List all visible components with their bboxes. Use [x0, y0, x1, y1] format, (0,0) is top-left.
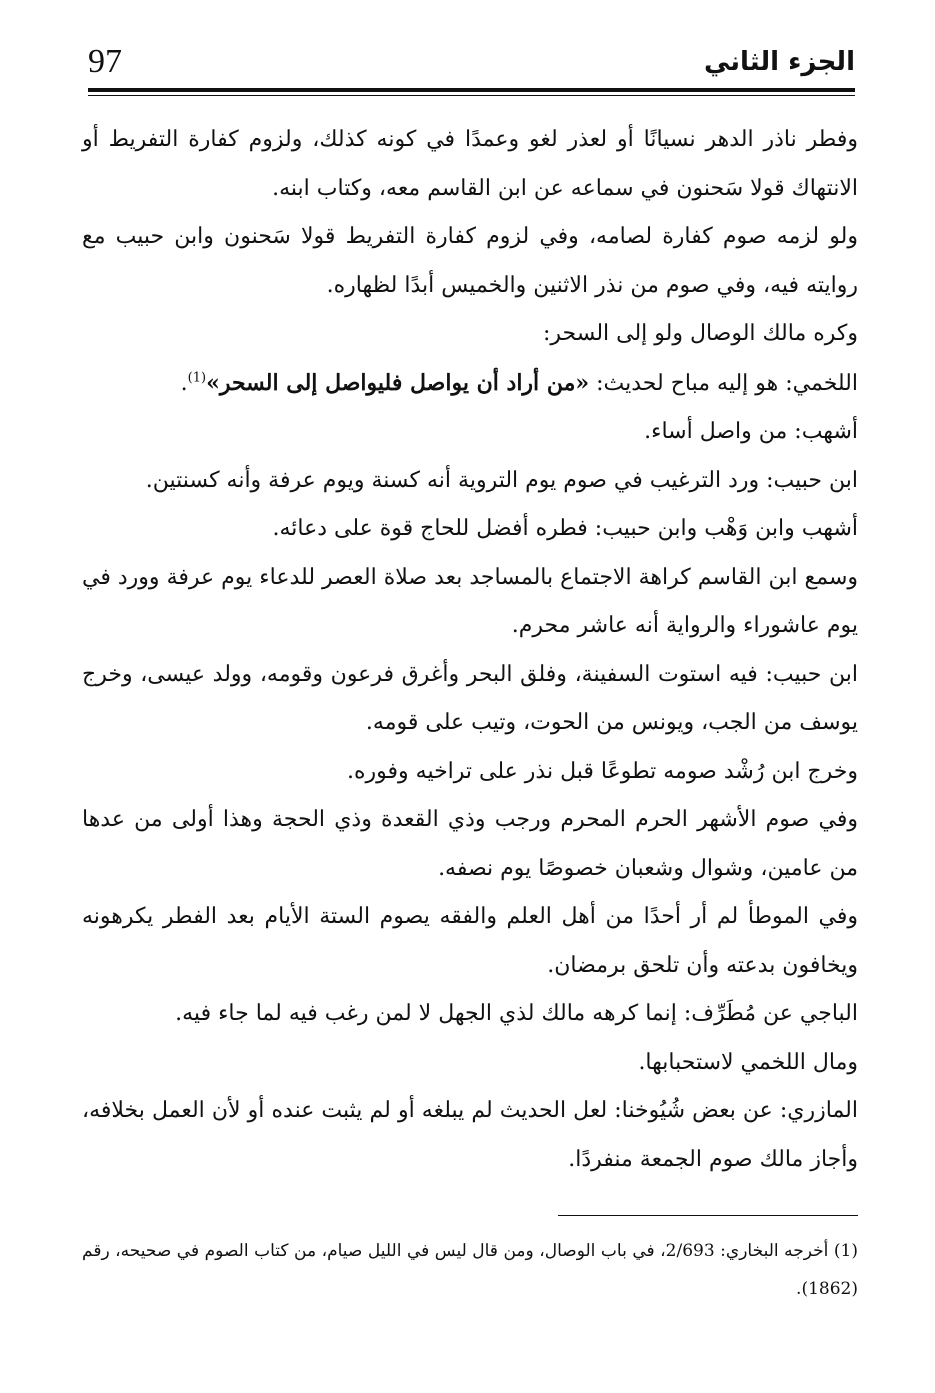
main-text — [82, 116, 858, 1184]
paragraph: أشهب: من واصل أساء. — [644, 419, 858, 444]
paragraph-intro: اللخمي: هو إليه مباح لحديث: — [589, 370, 858, 396]
footnote-reference[interactable]: (1) — [187, 370, 207, 386]
paragraph-hadith — [82, 359, 858, 409]
paragraph: وكره مالك الوصال ولو إلى السحر: — [542, 321, 858, 346]
header-rule-thin — [88, 95, 855, 96]
page-number: 97 — [88, 43, 122, 80]
paragraph-end: . — [180, 370, 188, 396]
running-title: الجزء الثاني — [703, 47, 855, 77]
paragraph: الباجي عن مُطَرِّف: إنما كرهه مالك لذي الجهل لا لمن رغب فيه لما جاء فيه. — [175, 1001, 858, 1026]
footnotes — [82, 1232, 858, 1308]
footnote-1: (1) أخرجه البخاري: 2/693، في باب الوصال، ومن قال ليس في الليل صيام، من كتاب الصوم في صحيحه، رقم (1862). — [82, 1241, 858, 1299]
header-rule-thick — [88, 88, 855, 92]
paragraph: وخرج ابن رُشْد صومه تطوعًا قبل نذر على تراخيه وفوره. — [347, 758, 858, 784]
page-header — [88, 36, 855, 96]
paragraph: وسمع ابن القاسم كراهة الاجتماع بالمساجد بعد صلاة العصر للدعاء يوم عرفة وورد في يوم عاشوراء والرواية أنه عاشر محرم. — [82, 564, 858, 638]
hadith-quote: «من أراد أن يواصل فليواصل إلى السحر» — [206, 369, 590, 396]
paragraph: ابن حبيب: ورد الترغيب في صوم يوم التروية أنه كسنة ويوم عرفة وأنه كسنتين. — [145, 467, 858, 493]
paragraph: وفطر ناذر الدهر نسيانًا أو لعذر لغو وعمدًا في كونه كذلك، ولزوم كفارة التفريط أو الانتهاك قولا سَحنون في سماعه عن ابن القاسم معه، وكتاب ابنه. — [82, 127, 858, 201]
paragraph: وفي الموطأ لم أر أحدًا من أهل العلم والفقه يصوم الستة الأيام بعد الفطر يكرهونه ويخافون بدعته وأن تلحق برمضان. — [82, 904, 858, 978]
paragraph: ولو لزمه صوم كفارة لصامه، وفي لزوم كفارة التفريط قولا سَحنون وابن حبيب مع روايته فيه، وفي صوم من نذر الاثنين والخميس أبدًا لظهاره. — [82, 224, 858, 298]
paragraph: ومال اللخمي لاستحبابها. — [638, 1049, 858, 1075]
footnote-separator — [558, 1215, 858, 1216]
paragraph: أشهب وابن وَهْب وابن حبيب: فطره أفضل للحاج قوة على دعائه. — [272, 516, 858, 541]
paragraph: ابن حبيب: فيه استوت السفينة، وفلق البحر وأغرق فرعون وقومه، وولد عيسى، وخرج يوسف من الجب، ويونس من الحوت، وتيب على قومه. — [82, 661, 858, 735]
paragraph: وفي صوم الأشهر الحرم المحرم ورجب وذي القعدة وذي الحجة وهذا أولى من عدها من عامين، وشوال وشعبان خصوصًا يوم نصفه. — [82, 807, 858, 881]
paragraph: المازري: عن بعض شُيُوخنا: لعل الحديث لم يبلغه أو لم يثبت عنده أو لأن العمل بخلافه، وأجاز مالك صوم الجمعة منفردًا. — [82, 1098, 858, 1172]
